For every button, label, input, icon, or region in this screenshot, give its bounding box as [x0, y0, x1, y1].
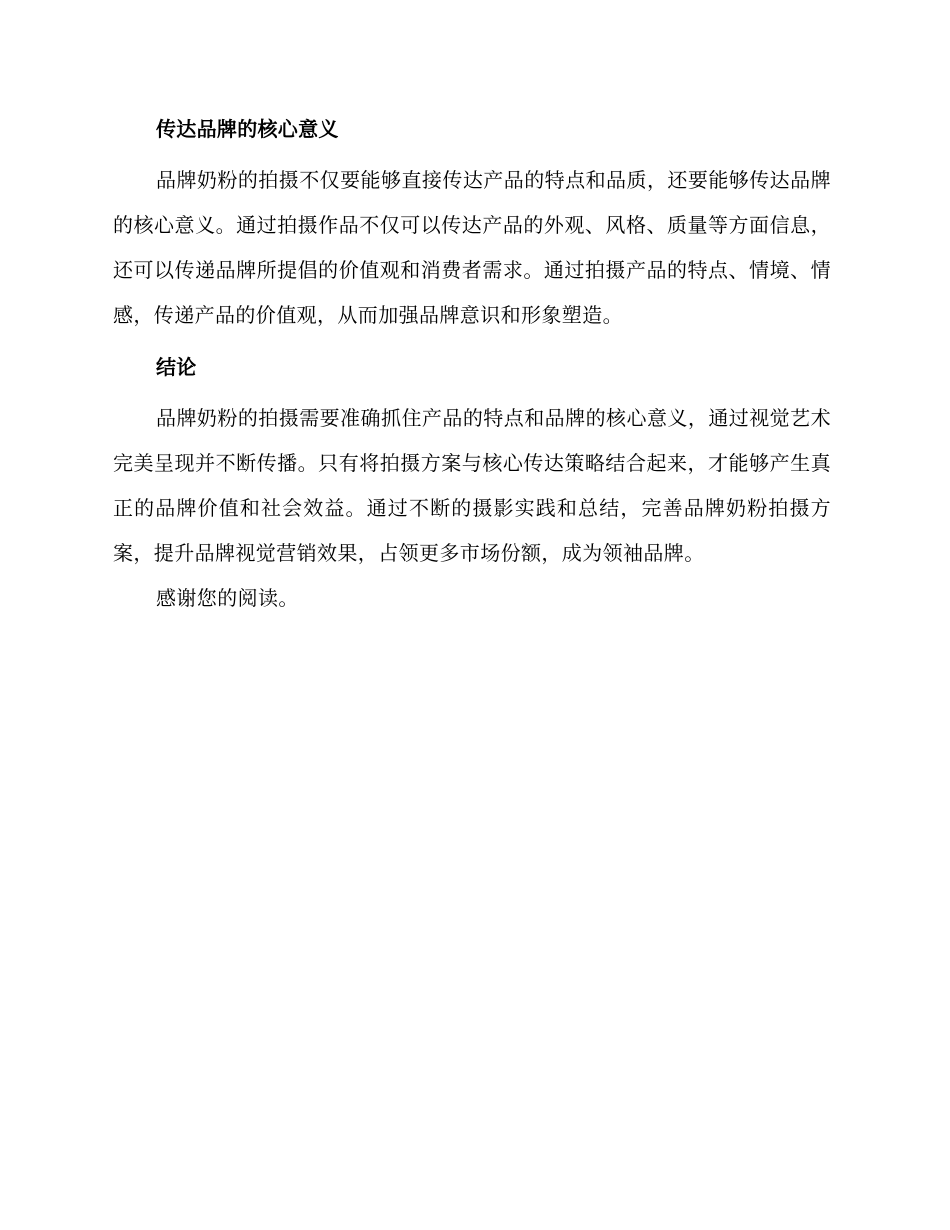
section-paragraph-conclusion: 品牌奶粉的拍摄需要准确抓住产品的特点和品牌的核心意义，通过视觉艺术完美呈现并不断传播。只有将拍摄方案与核心传达策略结合起来，才能够产生真正的品牌价值和社会效益。通过不断的摄影实践和总结，完善品牌奶粉拍摄方案，提升品牌视觉营销效果，占领更多市场份额，成为领袖品牌。: [113, 406, 831, 565]
section-paragraph-core-meaning: 品牌奶粉的拍摄不仅要能够直接传达产品的特点和品质，还要能够传达品牌的核心意义。通过拍摄作品不仅可以传达产品的外观、风格、质量等方面信息，还可以传递品牌所提倡的价值观和消费者需求。通过拍摄产品的特点、情境、情感，传递产品的价值观，从而加强品牌意识和形象塑造。: [113, 168, 831, 327]
document-body: [113, 113, 831, 621]
section-heading-conclusion: 结论: [156, 355, 197, 379]
closing-thanks: 感谢您的阅读。: [156, 586, 299, 610]
section-heading-core-meaning: 传达品牌的核心意义: [156, 117, 339, 141]
